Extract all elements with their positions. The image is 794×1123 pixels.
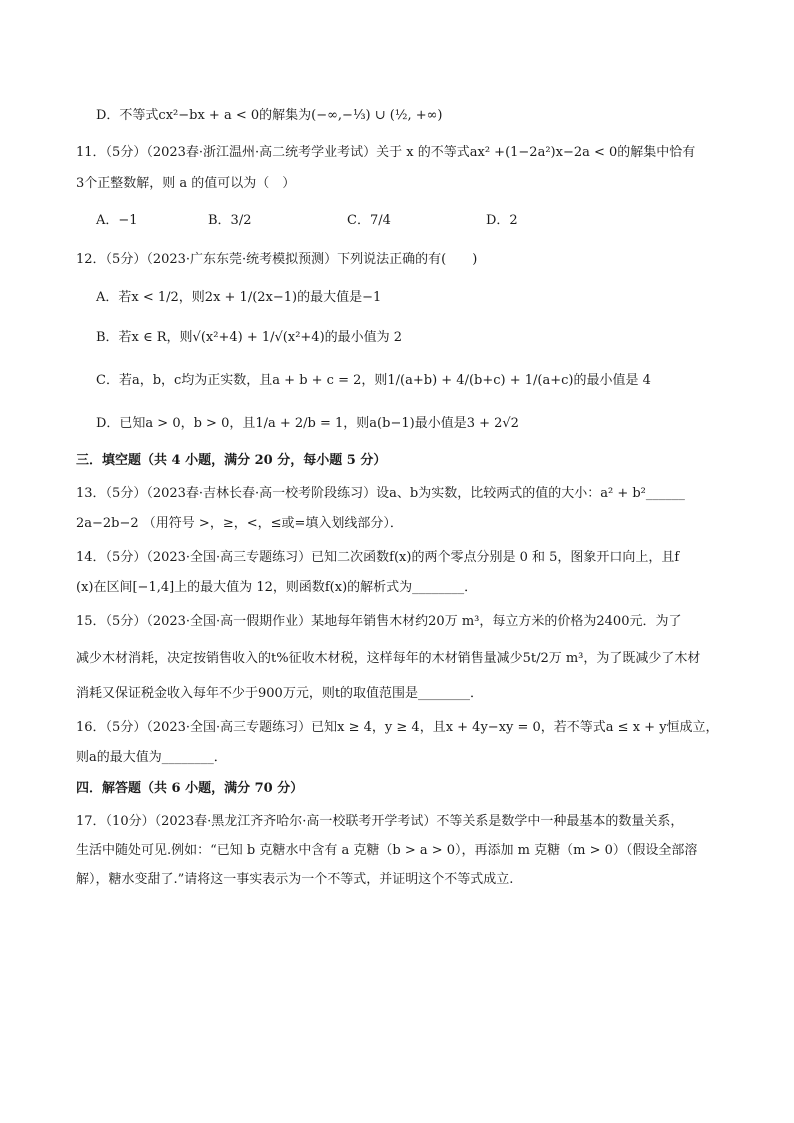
- q12-option-d: D．已知a > 0，b > 0，且1/a + 2/b = 1，则a(b−1)最小值是3 + 2√2: [96, 416, 519, 431]
- q15-line1: 15．（5分）（2023·全国·高一假期作业）某地每年销售木材约20万 m³，每立方米的价格为2400元．为了: [76, 614, 682, 629]
- q12-option-b: B．若x ∈ R，则√(x²+4) + 1/√(x²+4)的最小值为 2: [96, 330, 403, 345]
- q11-option-c: C．7/4: [347, 213, 391, 228]
- q17-line3: 解），糖水变甜了.”请将这一事实表示为一个不等式，并证明这个不等式成立.: [76, 872, 514, 887]
- q11-option-d: D．2: [486, 213, 518, 228]
- section-3-heading: 三．填空题（共 4 小题，满分 20 分，每小题 5 分）: [76, 453, 387, 468]
- q17-line1: 17．（10分）（2023春·黑龙江齐齐哈尔·高一校联考开学考试）不等关系是数学中一种最基本的数量关系，: [76, 814, 684, 829]
- section-4-heading: 四．解答题（共 6 小题，满分 70 分）: [76, 781, 304, 796]
- q15-line2: 减少木材消耗，决定按销售收入的t%征收木材税，这样每年的木材销售量减少5t/2万 m³，为了既减少了木材: [76, 651, 701, 666]
- q11-stem-line2: 3个正整数解，则 a 的值可以为（ ）: [76, 176, 296, 191]
- q11-option-b: B．3/2: [208, 213, 252, 228]
- q16-line2: 则a的最大值为________．: [76, 750, 227, 765]
- q11-stem-line1: 11．（5分）（2023春·浙江温州·高二统考学业考试）关于 x 的不等式ax² +(1−2a²)x−2a < 0的解集中恰有: [76, 145, 696, 160]
- q10-option-d: D．不等式cx²−bx + a < 0的解集为(−∞,−⅓) ∪ (½, +∞): [96, 108, 443, 123]
- q15-line3: 消耗又保证税金收入每年不少于900万元，则t的取值范围是________．: [76, 686, 484, 701]
- q13-line2: 2a−2b−2 （用符号 >，≥，<，≤或=填入划线部分）．: [76, 516, 403, 531]
- q14-line1: 14．（5分）（2023·全国·高三专题练习）已知二次函数f(x)的两个零点分别是 0 和 5，图象开口向上，且f: [76, 550, 680, 565]
- q17-line2: 生活中随处可见.例如：“已知 b 克糖水中含有 a 克糖（b > a > 0），再添加 m 克糖（m > 0）（假设全部溶: [76, 843, 698, 858]
- q12-option-a: A．若x < 1/2，则2x + 1/(2x−1)的最大值是−1: [96, 290, 382, 305]
- q12-option-c: C．若a，b，c均为正实数，且a + b + c = 2，则1/(a+b) + 4/(b+c) + 1/(a+c)的最小值是 4: [96, 373, 651, 388]
- q11-option-a: A．−1: [96, 213, 138, 228]
- q12-stem: 12．（5分）（2023·广东东莞·统考模拟预测）下列说法正确的有( ): [76, 252, 478, 267]
- q13-line1: 13．（5分）（2023春·吉林长春·高一校考阶段练习）设a、b为实数，比较两式的值的大小：a² + b²______: [76, 486, 685, 501]
- q14-line2: (x)在区间[−1,4]上的最大值为 12，则函数f(x)的解析式为________．: [76, 580, 478, 595]
- q16-line1: 16．（5分）（2023·全国·高三专题练习）已知x ≥ 4，y ≥ 4，且x + 4y−xy = 0，若不等式a ≤ x + y恒成立，: [76, 720, 719, 735]
